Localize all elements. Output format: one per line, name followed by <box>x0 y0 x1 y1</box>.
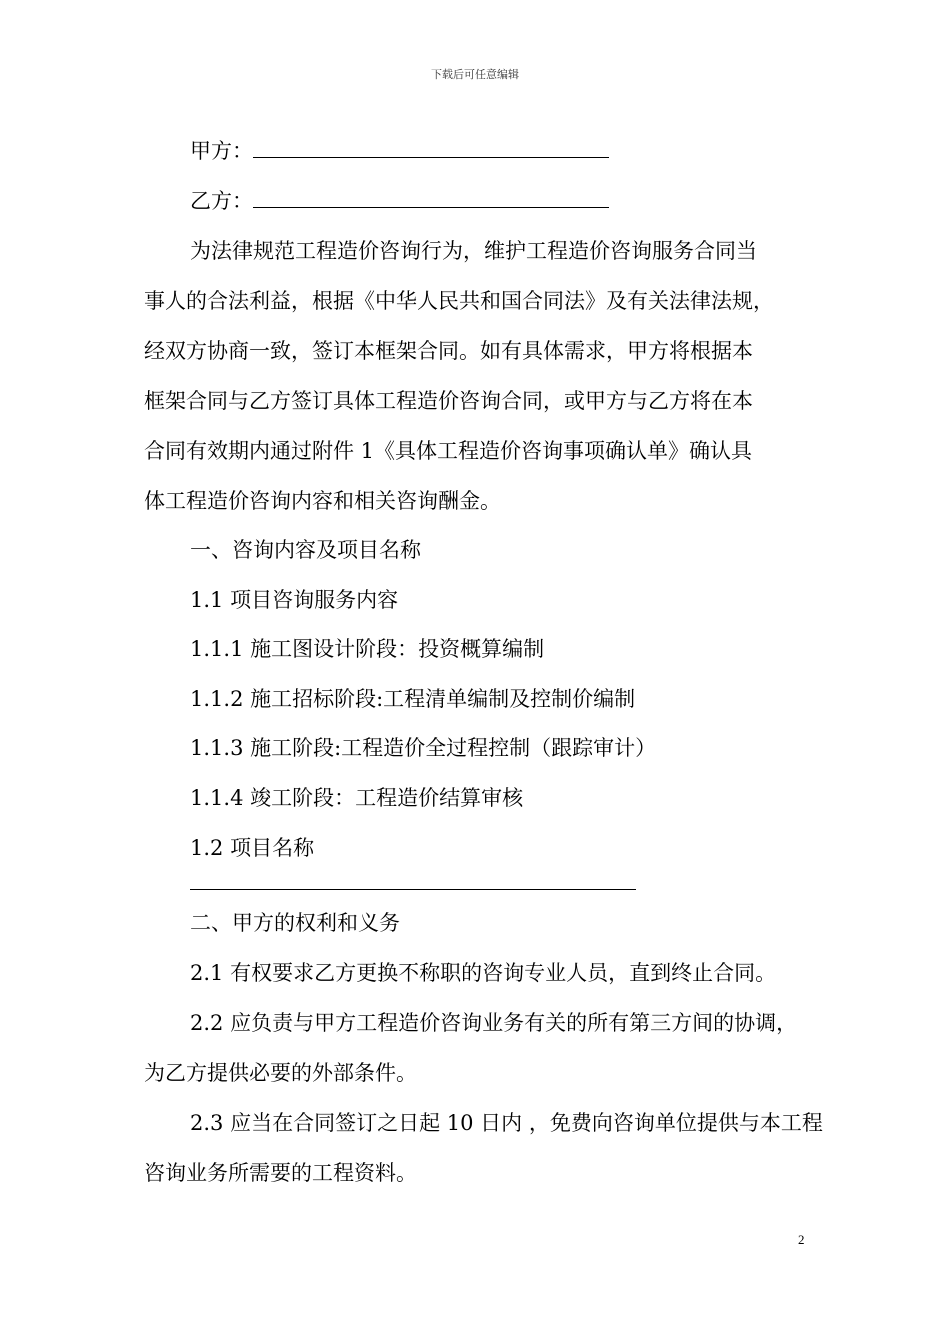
section2-title: 二、甲方的权利和义务 <box>190 911 400 935</box>
item-2-3-cont: 咨询业务所需要的工程资料。 <box>144 1161 417 1185</box>
section1-title: 一、咨询内容及项目名称 <box>190 538 421 562</box>
page-header: 下载后可任意编辑 <box>431 68 519 81</box>
item-1-1: 1.1 项目咨询服务内容 <box>190 588 399 612</box>
item-1-1-3: 1.1.3 施工阶段:工程造价全过程控制（跟踪审计） <box>190 736 657 760</box>
intro-line: 事人的合法利益，根据《中华人民共和国合同法》及有关法律法规， <box>144 289 774 313</box>
intro-line: 为法律规范工程造价咨询行为，维护工程造价咨询服务合同当 <box>190 239 757 263</box>
item-2-1: 2.1 有权要求乙方更换不称职的咨询专业人员，直到终止合同。 <box>190 961 777 985</box>
party-b-label: 乙方： <box>190 189 253 213</box>
party-a-line <box>190 136 609 166</box>
party-a-label: 甲方： <box>190 139 253 163</box>
item-2-2: 2.2 应负责与甲方工程造价咨询业务有关的所有第三方间的协调， <box>190 1011 798 1035</box>
intro-line: 框架合同与乙方签订具体工程造价咨询合同，或甲方与乙方将在本 <box>144 389 753 413</box>
party-b-blank <box>253 187 609 208</box>
party-b-line <box>190 186 609 216</box>
party-a-blank <box>253 137 609 158</box>
project-name-blank <box>190 889 636 890</box>
intro-line: 经双方协商一致，签订本框架合同。如有具体需求，甲方将根据本 <box>144 339 753 363</box>
item-2-2-cont: 为乙方提供必要的外部条件。 <box>144 1061 417 1085</box>
page-number: 2 <box>798 1232 805 1247</box>
item-1-2: 1.2 项目名称 <box>190 836 315 860</box>
intro-line: 体工程造价咨询内容和相关咨询酬金。 <box>144 489 501 513</box>
item-1-1-4: 1.1.4 竣工阶段：工程造价结算审核 <box>190 786 524 810</box>
item-2-3: 2.3 应当在合同签订之日起 10 日内 ，免费向咨询单位提供与本工程 <box>190 1111 823 1135</box>
item-1-1-2: 1.1.2 施工招标阶段:工程清单编制及控制价编制 <box>190 687 636 711</box>
intro-line: 合同有效期内通过附件 1《具体工程造价咨询事项确认单》确认具 <box>144 439 753 463</box>
item-1-1-1: 1.1.1 施工图设计阶段：投资概算编制 <box>190 637 545 661</box>
